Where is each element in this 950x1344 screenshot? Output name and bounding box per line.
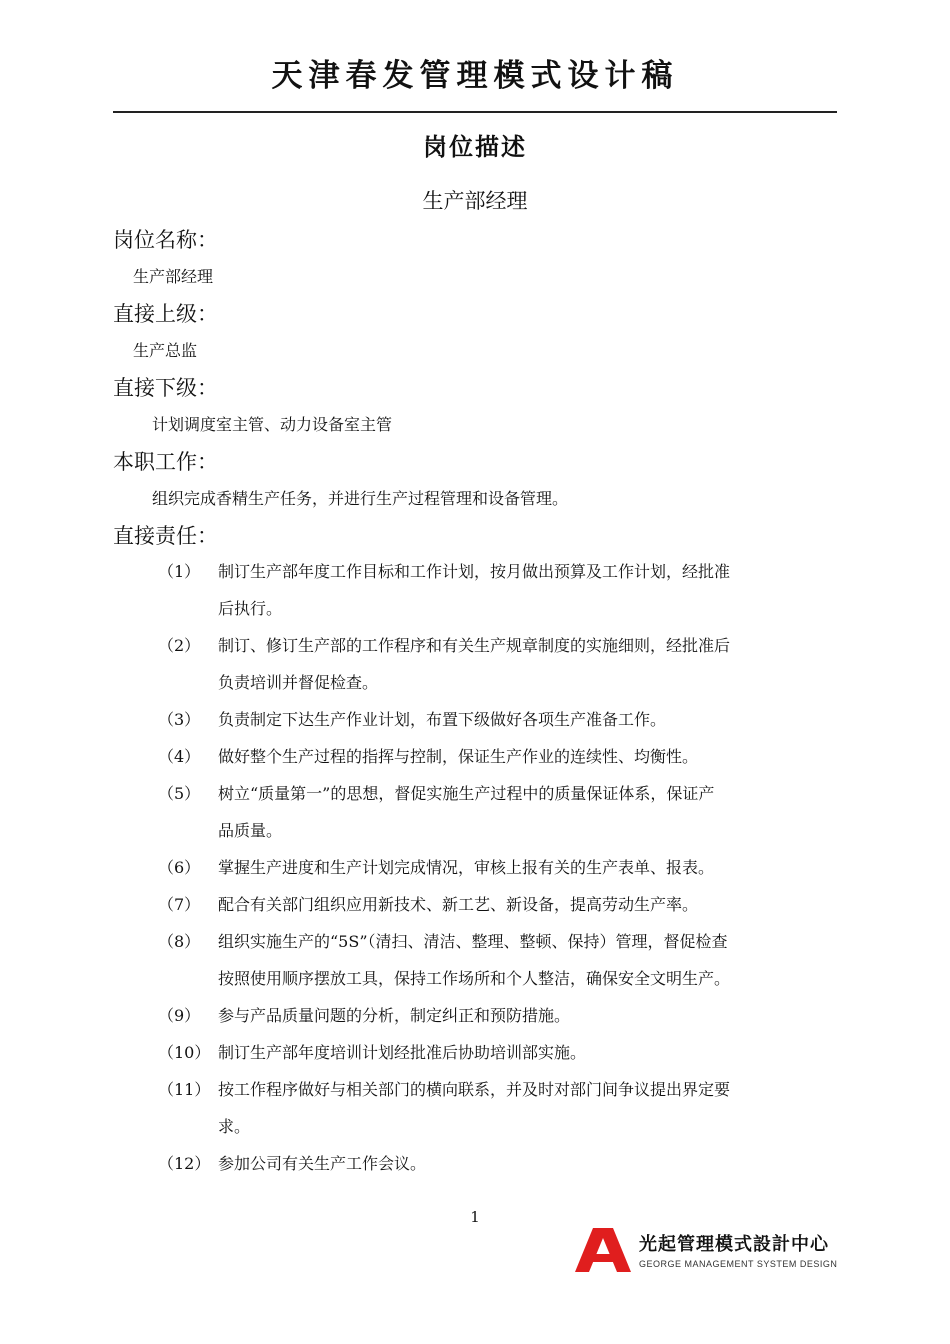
- duty-item: [158, 1034, 848, 1071]
- duty-item: [158, 1145, 848, 1182]
- duty-number: （5）: [158, 784, 201, 803]
- duty-number: （4）: [158, 747, 201, 766]
- logo-a-mark-icon: [575, 1228, 631, 1272]
- section-heading-responsibilities: 直接责任：: [113, 524, 218, 548]
- duty-number: （10）: [158, 1043, 211, 1062]
- section-heading-position-name: 岗位名称：: [113, 228, 218, 252]
- duty-list: [158, 553, 848, 1182]
- header-title: 天津春发管理模式设计稿: [271, 58, 679, 94]
- duty-number: （2）: [158, 636, 201, 655]
- duty-item: [158, 849, 848, 886]
- header-divider: [113, 111, 837, 113]
- section-heading-subordinates: 直接下级：: [113, 376, 218, 400]
- section-body-core-work: 组织完成香精生产任务，并进行生产过程管理和设备管理。: [152, 489, 569, 508]
- duty-number: （7）: [158, 895, 201, 914]
- duty-text: 制订生产部年度工作目标和工作计划，按月做出预算及工作计划，经批准 后执行。: [218, 562, 731, 618]
- duty-text: 参与产品质量问题的分析，制定纠正和预防措施。: [218, 1006, 571, 1025]
- duty-number: （1）: [158, 562, 201, 581]
- duty-item: [158, 997, 848, 1034]
- duty-text: 组织实施生产的“5S”（清扫、清洁、整理、整顿、保持）管理，督促检查 按照使用顺序摆放工具，保持工作场所和个人整洁，确保安全文明生产。: [218, 932, 731, 988]
- section-body-position-name: 生产部经理: [133, 267, 214, 286]
- duty-text: 参加公司有关生产工作会议。: [218, 1154, 427, 1173]
- section-heading-superior: 直接上级：: [113, 302, 218, 326]
- duty-text: 制订生产部年度培训计划经批准后协助培训部实施。: [218, 1043, 587, 1062]
- duty-item: [158, 701, 848, 738]
- logo-english-text: GEORGE MANAGEMENT SYSTEM DESIGN: [639, 1259, 838, 1269]
- duty-text: 做好整个生产过程的指挥与控制，保证生产作业的连续性、均衡性。: [218, 747, 699, 766]
- duty-text: 配合有关部门组织应用新技术、新工艺、新设备，提高劳动生产率。: [218, 895, 699, 914]
- duty-item: [158, 886, 848, 923]
- duty-item: [158, 1071, 848, 1145]
- duty-number: （9）: [158, 1006, 201, 1025]
- duty-number: （8）: [158, 932, 201, 951]
- duty-text: 按工作程序做好与相关部门的横向联系，并及时对部门间争议提出界定要 求。: [218, 1080, 731, 1136]
- page-number: 1: [470, 1208, 480, 1226]
- duty-text: 掌握生产进度和生产计划完成情况，审核上报有关的生产表单、报表。: [218, 858, 715, 877]
- section-body-subordinates: 计划调度室主管、动力设备室主管: [152, 415, 393, 434]
- duty-item: [158, 738, 848, 775]
- duty-number: （3）: [158, 710, 201, 729]
- doc-title: 岗位描述: [423, 133, 527, 161]
- section-heading-core-work: 本职工作：: [113, 450, 218, 474]
- duty-text: 负责制定下达生产作业计划，布置下级做好各项生产准备工作。: [218, 710, 667, 729]
- duty-item: [158, 923, 848, 997]
- duty-item: [158, 775, 848, 849]
- duty-number: （12）: [158, 1154, 211, 1173]
- duty-text: 制订、修订生产部的工作程序和有关生产规章制度的实施细则，经批准后 负责培训并督促检查。: [218, 636, 731, 692]
- duty-text: 树立“质量第一”的思想，督促实施生产过程中的质量保证体系，保证产 品质量。: [218, 784, 715, 840]
- duty-number: （6）: [158, 858, 201, 877]
- duty-item: [158, 553, 848, 627]
- logo-chinese-text: 光起管理模式設計中心: [639, 1234, 829, 1255]
- duty-item: [158, 627, 848, 701]
- job-title: 生产部经理: [422, 189, 528, 213]
- section-body-superior: 生产总监: [133, 341, 198, 360]
- duty-number: （11）: [158, 1080, 211, 1099]
- footer-logo: [575, 1228, 840, 1272]
